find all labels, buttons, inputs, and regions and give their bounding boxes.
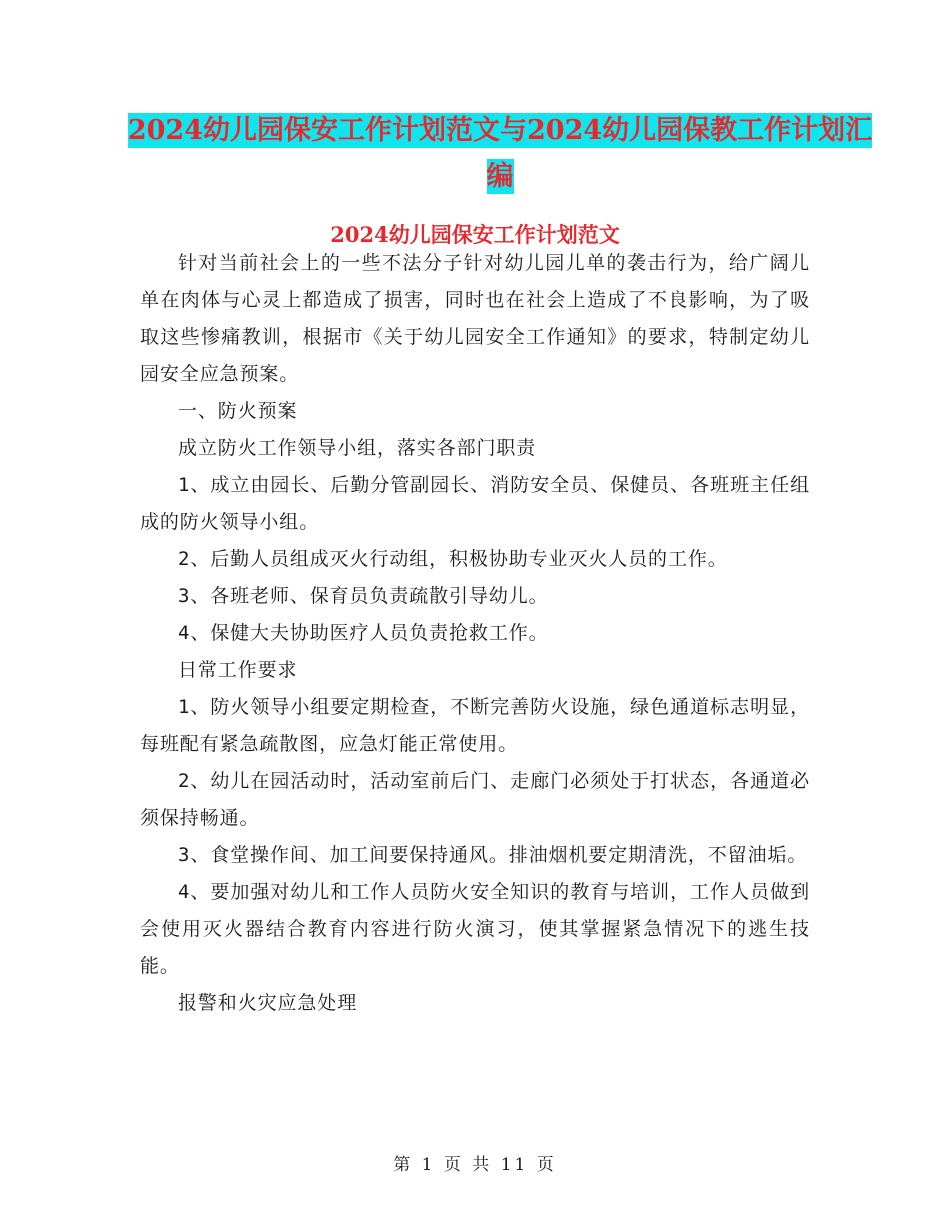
paragraph: 3、食堂操作间、加工间要保持通风。排油烟机要定期清洗，不留油垢。 [178, 844, 808, 866]
document-title [120, 108, 880, 200]
paragraph: 3、各班老师、保育员负责疏散引导幼儿。 [178, 585, 549, 607]
page-footer: 第 1 页 共 11 页 [393, 1155, 557, 1175]
paragraph: 4、要加强对幼儿和工作人员防火安全知识的教育与培训，工作人员做到会使用灭火器结合教育内容进行防火演习，使其掌握紧急情况下的逃生技能。 [140, 881, 810, 977]
paragraph: 2、后勤人员组成灭火行动组，积极协助专业灭火人员的工作。 [178, 548, 728, 570]
paragraph: 报警和火灾应急处理 [178, 992, 358, 1014]
paragraph: 4、保健大夫协助医疗人员负责抢救工作。 [178, 622, 549, 644]
paragraph: 针对当前社会上的一些不法分子针对幼儿园儿单的袭击行为，给广阔儿单在肉体与心灵上都造成了损害，同时也在社会上造成了不良影响，为了吸取这些惨痛教训，根据市《关于幼儿园安全工作通知》的要求，特制定幼儿园安全应急预案。 [140, 252, 810, 385]
paragraph: 1、成立由园长、后勤分管副园长、消防安全员、保健员、各班班主任组成的防火领导小组。 [140, 474, 810, 533]
paragraph: 1、防火领导小组要定期检查，不断完善防火设施，绿色通道标志明显，每班配有紧急疏散图，应急灯能正常使用。 [140, 696, 810, 755]
section-title: 2024幼儿园保安工作计划范文 [330, 222, 620, 247]
document-title-text: 2024幼儿园保安工作计划范文与2024幼儿园保教工作计划汇编 [127, 115, 873, 192]
paragraph: 日常工作要求 [178, 659, 298, 681]
paragraph: 2、幼儿在园活动时，活动室前后门、走廊门必须处于打状态，各通道必须保持畅通。 [140, 770, 810, 829]
document-body [140, 245, 810, 1022]
paragraph: 一、防火预案 [178, 400, 298, 422]
paragraph: 成立防火工作领导小组，落实各部门职责 [178, 437, 537, 459]
